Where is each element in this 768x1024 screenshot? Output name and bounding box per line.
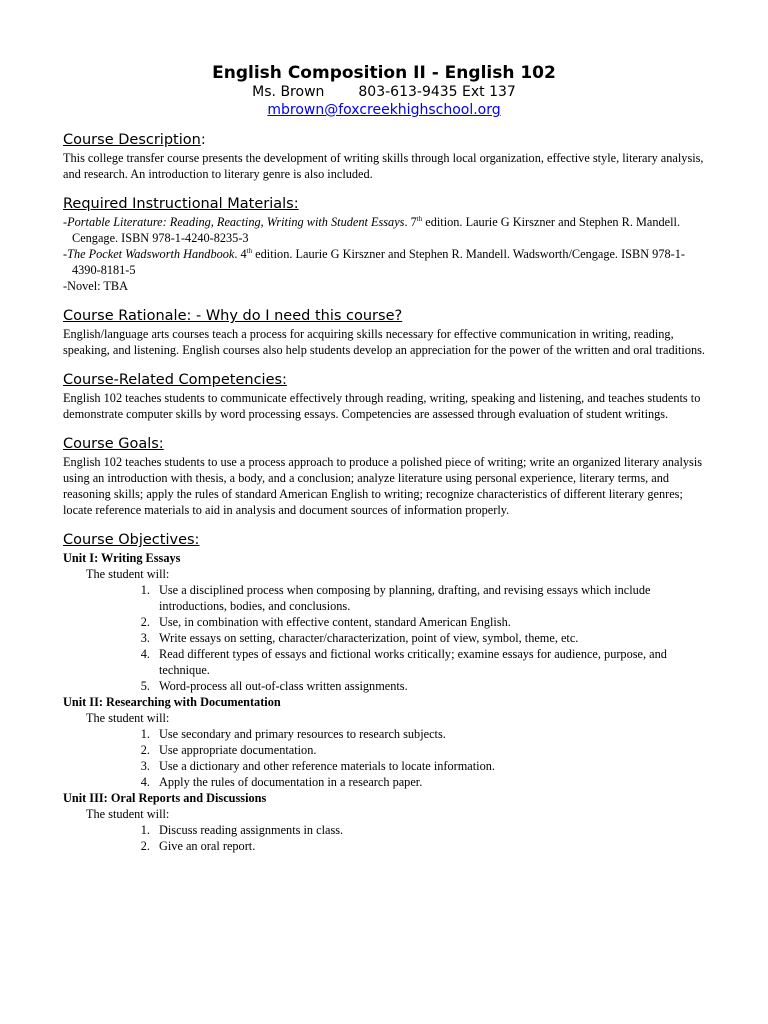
material-item: -The Pocket Wadsworth Handbook. 4th edition. Laurie G Kirszner and Stephen R. Mandell. Wadsworth/Cengage. ISBN 978-1-4390-8181-5	[63, 246, 685, 277]
teacher-email-link[interactable]: mbrown@foxcreekhighschool.org	[267, 102, 501, 118]
objective-item: 1. Use secondary and primary resources to research subjects.	[153, 726, 713, 742]
document-header	[0, 62, 768, 119]
objective-list	[63, 822, 713, 854]
objective-item: 1. Use a disciplined process when composing by planning, drafting, and revising essays which include introductions, bodies, and conclusions.	[153, 582, 713, 614]
section-course-description	[63, 130, 713, 182]
objective-item: 4. Read different types of essays and fictional works critically; examine essays for audience, purpose, and technique.	[153, 646, 713, 678]
document-body	[63, 130, 713, 854]
teacher-name: Ms. Brown	[252, 84, 325, 100]
unit-lead: The student will:	[86, 711, 170, 725]
objective-item: 4. Apply the rules of documentation in a research paper.	[153, 774, 713, 790]
unit-2	[63, 694, 713, 790]
section-text: This college transfer course presents the development of writing skills through local organization, effective style, literary analysis, and research. An introduction to literary genre is also included.	[63, 151, 704, 181]
section-heading: Course Goals:	[63, 436, 164, 452]
objective-list	[63, 726, 713, 790]
unit-title: Unit II: Researching with Documentation	[63, 695, 281, 709]
unit-3	[63, 790, 713, 854]
section-heading: Course Objectives:	[63, 532, 200, 548]
objective-item: 5. Word-process all out-of-class written assignments.	[153, 678, 713, 694]
material-novel: -Novel: TBA	[63, 279, 129, 293]
unit-title: Unit III: Oral Reports and Discussions	[63, 791, 267, 805]
section-text: English/language arts courses teach a process for acquiring skills necessary for effective communication in writing, reading, speaking, and listening. English courses also help students develop an appreciation for the power of the written and oral traditions.	[63, 327, 706, 357]
section-materials	[63, 194, 713, 294]
section-heading: Course Description:	[63, 132, 206, 148]
objective-item: 2. Use, in combination with effective content, standard American English.	[153, 614, 713, 630]
book-title: Portable Literature: Reading, Reacting, Writing with Student Essays	[67, 215, 405, 229]
contact-line	[0, 84, 768, 101]
material-item: -Portable Literature: Reading, Reacting, Writing with Student Essays. 7th edition. Laurie G Kirszner and Stephen R. Mandell. Cengage. ISBN 978-1-4240-8235-3	[63, 214, 681, 245]
section-text: English 102 teaches students to use a process approach to produce a polished piece of writing; write an organized literary analysis using an introduction with thesis, a body, and a conclusion; analyze literature using personal experience, literary terms, and reasoning skills; apply the rules of standard American English to writing; recognize characteristics of different literary genres; locate reference materials to aid in analysis and document sources of information properly.	[63, 455, 703, 517]
unit-1	[63, 550, 713, 694]
objective-item: 3. Write essays on setting, character/characterization, point of view, symbol, theme, etc.	[153, 630, 713, 646]
section-objectives	[63, 530, 713, 854]
unit-lead: The student will:	[86, 807, 170, 821]
objective-list	[63, 582, 713, 694]
objective-item: 1. Discuss reading assignments in class.	[153, 822, 713, 838]
section-heading: Course Rationale: - Why do I need this course?	[63, 308, 403, 324]
teacher-phone: 803-613-9435 Ext 137	[358, 84, 516, 100]
document-title: English Composition II - English 102	[212, 63, 556, 83]
unit-lead: The student will:	[86, 567, 170, 581]
section-text: English 102 teaches students to communicate effectively through reading, writing, speaking and listening, and teaches students to demonstrate computer skills by word processing essays. Competencies are assessed through evaluation of student writings.	[63, 391, 701, 421]
book-title: The Pocket Wadsworth Handbook	[67, 247, 235, 261]
objective-item: 2. Give an oral report.	[153, 838, 713, 854]
section-competencies	[63, 370, 713, 422]
section-goals	[63, 434, 713, 518]
section-heading: Required Instructional Materials:	[63, 196, 299, 212]
objective-item: 2. Use appropriate documentation.	[153, 742, 713, 758]
section-heading: Course-Related Competencies:	[63, 372, 287, 388]
section-rationale	[63, 306, 713, 358]
objective-item: 3. Use a dictionary and other reference materials to locate information.	[153, 758, 713, 774]
unit-title: Unit I: Writing Essays	[63, 551, 181, 565]
